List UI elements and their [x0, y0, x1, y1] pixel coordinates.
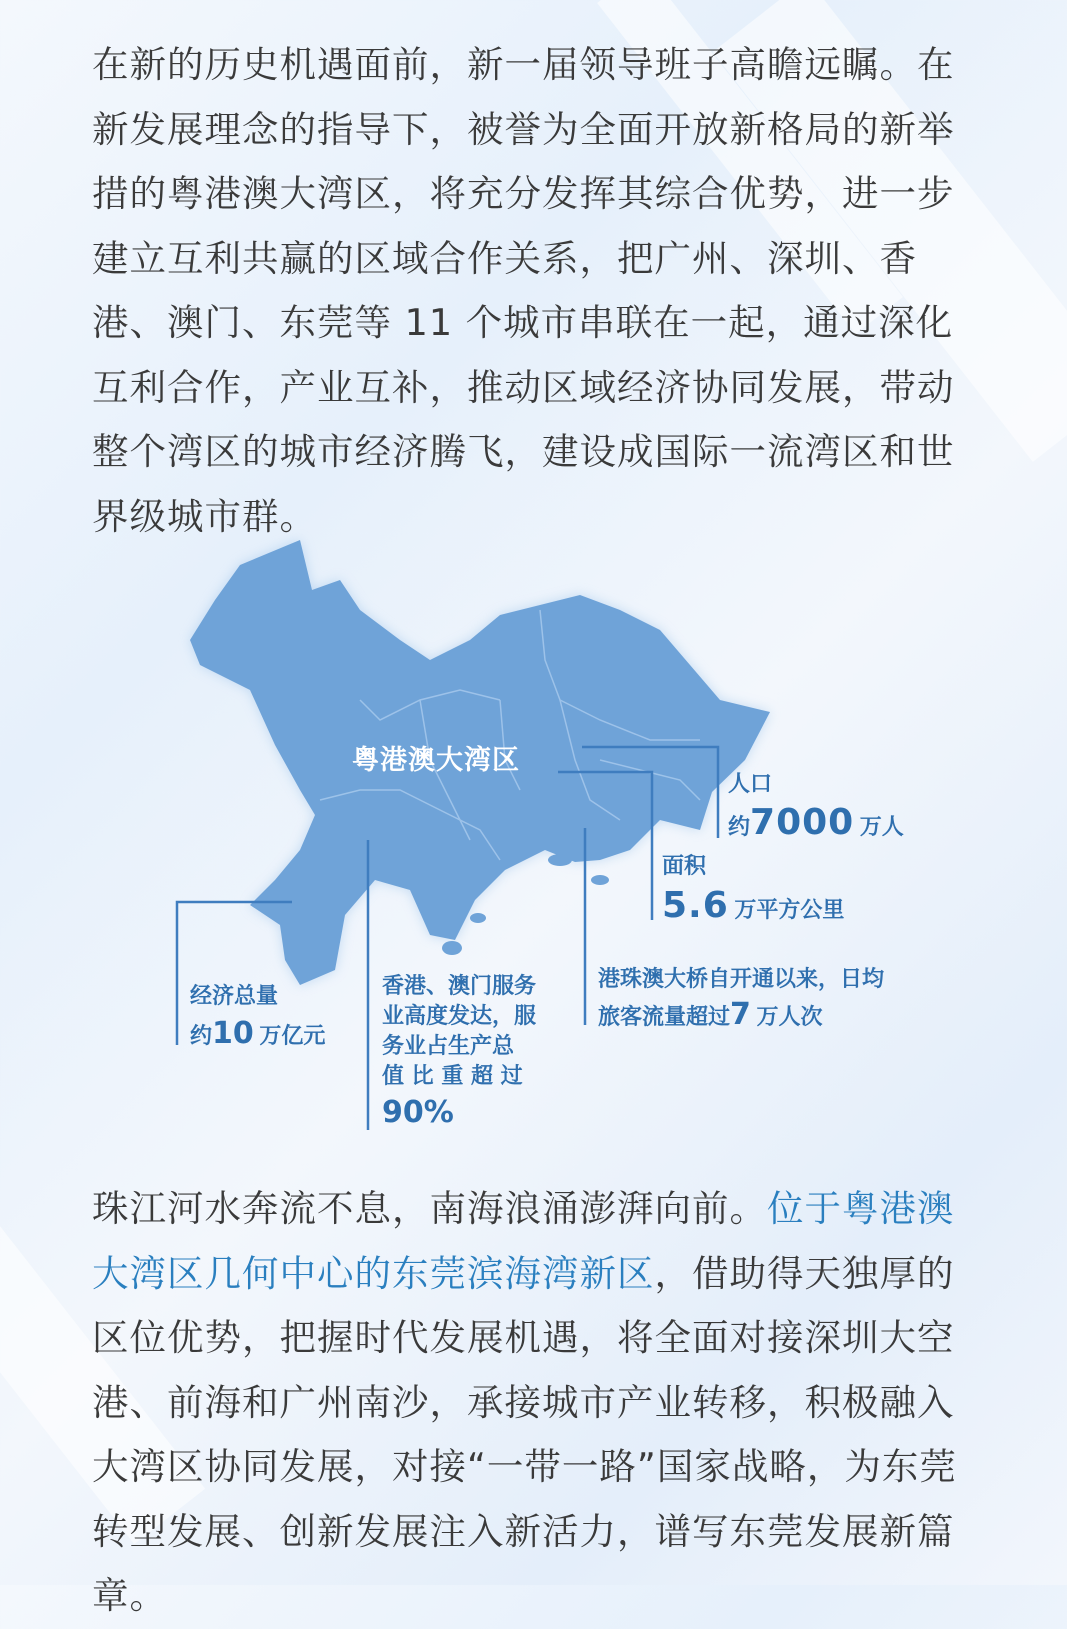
service-line4: 值 比 重 超 过 [382, 1064, 523, 1089]
intro-paragraph: 在新的历史机遇面前，新一届领导班子高瞻远瞩。在新发展理念的指导下，被誉为全面开放新格局的新举措的粤港澳大湾区，将充分发挥其综合优势，进一步建立互利共赢的区域合作关系，把广州、深圳、香港、澳门、东莞等 11 个城市串联在一起，通过深化互利合作，产业互补，推动区域经济协同发展，带动整个湾区的城市经济腾飞，建设成国际一流湾区和世界级城市群。 [92, 43, 955, 538]
service-callout [382, 972, 536, 1134]
population-prefix: 约 [728, 815, 751, 840]
bridge-line2 [598, 995, 884, 1039]
area-value-line [662, 882, 844, 936]
service-line2: 业高度发达，服 [382, 1004, 537, 1029]
population-label: 人口 [728, 772, 773, 797]
outro-text-b: ，借助得天独厚的区位优势，把握时代发展机遇，将全面对接深圳大空港、前海和广州南沙，承接城市产业转移，积极融入大湾区协同发展，对接“一带一路”国家战略，为东莞转型发展、创新发展注入新活力，谱写东莞发展新篇章。 [92, 1251, 957, 1617]
population-value: 7000 [750, 802, 855, 843]
economy-value-line [190, 1012, 325, 1060]
service-line1: 香港、澳门服务 [382, 974, 537, 999]
economy-label: 经济总量 [190, 984, 279, 1009]
island [548, 854, 572, 866]
area-unit: 万平方公里 [734, 898, 845, 923]
bridge-prefix: 旅客流量超过 [598, 1005, 731, 1030]
area-value: 5.6 [662, 885, 729, 926]
population-unit: 万人 [859, 815, 904, 840]
population-callout [728, 770, 904, 852]
bridge-line1: 港珠澳大桥自开通以来，日均 [598, 967, 885, 992]
island [470, 913, 486, 923]
economy-value: 10 [212, 1016, 254, 1051]
map-title: 粤港澳大湾区 [352, 745, 520, 776]
economy-callout [190, 982, 325, 1060]
bridge-value: 7 [730, 997, 751, 1032]
island [591, 875, 609, 885]
island [442, 941, 462, 955]
bridge-callout [598, 965, 884, 1039]
area-callout [662, 852, 844, 936]
area-label: 面积 [662, 854, 707, 879]
service-line3: 务业占生产总 [382, 1034, 515, 1059]
outro-paragraph [92, 1177, 972, 1629]
outro-text-a: 珠江河水奔流不息，南海浪涌澎湃向前。 [92, 1187, 767, 1230]
outro-highlight: 位于粤港澳大湾区几何中心的东莞滨海湾新区 [92, 1187, 955, 1295]
economy-unit: 万亿元 [259, 1024, 326, 1049]
population-value-line [728, 800, 904, 852]
bridge-unit: 万人次 [756, 1005, 823, 1030]
economy-prefix: 约 [190, 1024, 213, 1049]
service-value: 90% [382, 1095, 454, 1130]
